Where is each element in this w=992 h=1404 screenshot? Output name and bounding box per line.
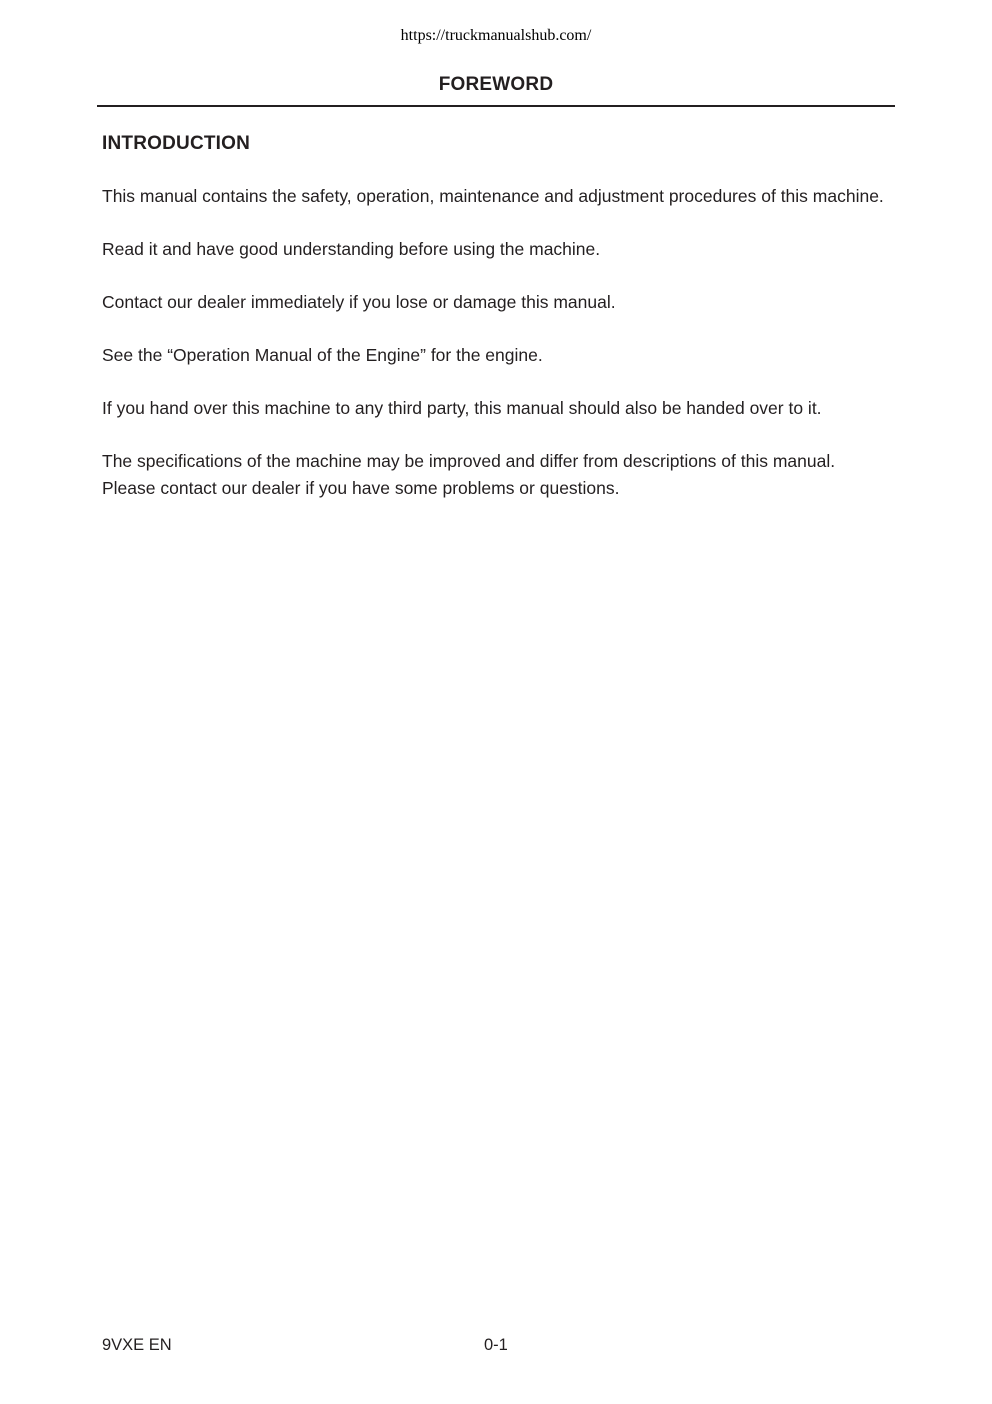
introduction-body bbox=[102, 183, 892, 528]
source-url-watermark: https://truckmanualshub.com/ bbox=[400, 27, 592, 44]
document-code: 9VXE EN bbox=[102, 1336, 172, 1354]
page-number: 0-1 bbox=[484, 1336, 508, 1354]
header-divider bbox=[97, 105, 895, 107]
paragraph-manual-contents: This manual contains the safety, operation, maintenance and adjustment procedures of this machine. bbox=[102, 186, 884, 206]
paragraph-specifications: The specifications of the machine may be improved and differ from descriptions of this manual. Please contact our dealer if you have some problems or questions. bbox=[102, 451, 836, 498]
paragraph-read-before-use: Read it and have good understanding before using the machine. bbox=[102, 239, 601, 259]
paragraph-engine-manual: See the “Operation Manual of the Engine” for the engine. bbox=[102, 345, 543, 365]
section-title: FOREWORD bbox=[438, 74, 554, 95]
paragraph-hand-over: If you hand over this machine to any third party, this manual should also be handed over to it. bbox=[102, 398, 822, 418]
paragraph-lost-manual: Contact our dealer immediately if you lose or damage this manual. bbox=[102, 292, 616, 312]
introduction-heading: INTRODUCTION bbox=[102, 133, 251, 154]
